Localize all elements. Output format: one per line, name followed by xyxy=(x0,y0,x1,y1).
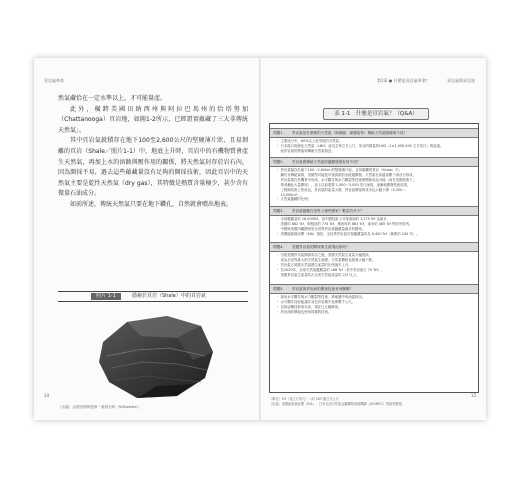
photo-source: （出處）由德田博和監修「維基百科（Wikipedia）」 xyxy=(58,405,143,409)
book-spread xyxy=(34,58,486,420)
photo-tag: 照片 1-1 xyxy=(91,293,121,300)
photo-caption-bar xyxy=(58,291,248,302)
answer-line: ・ 在2020年，全球天然氣蘊藏量約 188 Tcf（其中頁岩氣占 70 Tcf）， xyxy=(276,267,385,272)
question-row xyxy=(270,242,478,252)
answer-line: ・ 頁岩氣賦存於地下100～2,600m 的堅硬薄片狀、且易剝離的頁岩（Shale）中。 xyxy=(276,168,402,172)
answer-line: 頁岩氣則在有機質中形成，水平鑽井與水力壓裂等技術使開採成為可能（而在美國技術下， xyxy=(276,177,417,182)
answer-block xyxy=(276,168,472,202)
question-text: 頁岩氣跟傳統天然氣的蘊藏環境有何不同？ xyxy=(292,159,361,164)
running-head-title: 頁岩氣與頁岩油 xyxy=(447,78,475,83)
answer-line: 美國頁岩氣生產量約占全美天然氣產量的 2/3 以上。 xyxy=(276,272,360,277)
question-number: 問題2. xyxy=(273,159,284,164)
answer-line: ・ 美國能源資訊署（EIA）預估，全世界頁岩氣可採蘊藏量約為 6,400 Tcf（換算約 240 年）。 xyxy=(276,231,420,236)
answer-line: 而頁岩氣的熱值與傳統天然氣相近。 xyxy=(276,148,335,153)
answer-line: ・ 採用水平鑽井與水力壓裂等技術，將地層中的油氣採出。 xyxy=(276,295,366,299)
question-text: 頁岩氣與頁岩油的開採技術有何關聯？ xyxy=(292,286,354,291)
page-number: 15 xyxy=(470,393,476,398)
answer-line: 成為全世界最大的天然氣生產國，天然氣價格也跟著大幅下跌。 xyxy=(276,257,376,262)
right-page xyxy=(261,58,486,420)
question-number: 問題5. xyxy=(273,286,284,291)
answer-block xyxy=(276,139,472,154)
question-row xyxy=(270,284,478,294)
answer-line: ・ 日本進口的液化天然氣（LNG）產出去每立方公尺，所含的熱量約LNG（1×1,000,000 立方英尺）與直接。 xyxy=(276,143,444,148)
note-line: （出處）美國能源資訊署（EIA）、日本石油天然氣金屬礦物資源機構（JOGMEC）等資料整理。 xyxy=(269,402,405,406)
question-text: 頁岩氣蘊藏在世界上哪些國家？數量有多少？ xyxy=(292,208,364,213)
question-row xyxy=(270,157,478,167)
answer-line: ・ 自從美國頁岩氣開採成功之後，美國天然氣生產量大幅提高， xyxy=(276,253,373,257)
answer-line: 美國約 862 Tcf，阿根廷約 774 Tcf，墨西哥約 681 Tcf，南非約 485 Tcf 等依序排列。 xyxy=(276,221,413,226)
answer-line: 工程師技術上的改良，頁岩氣的產量大增，頁岩氣開採的成本也大幅下降（3,000～ xyxy=(276,187,406,192)
answer-line: ・ 主要成分中，80%以上是甲烷的天然氣。 xyxy=(276,139,343,143)
page-number: 14 xyxy=(44,393,50,398)
question-number: 問題3. xyxy=(273,208,284,213)
answer-line: ・ 頁岩油的開採也使用同樣的技術。 xyxy=(276,309,332,314)
running-head-chapter: 第1章 ● 什麼是頁岩氣革命？ xyxy=(377,78,430,83)
paragraph: 其中頁岩氣就積存在地下100至2,600公尺的堅硬薄片狀、且易剝離的頁岩（Shale／照片1-1）中，地底上升時，頁岩中的有機物質會產生天然氣，再加上水的溶蝕與壓作用的關係，將天然氣封存於岩石內，因為開採不易，過去這些蘊藏量沒有足夠的開採技術，因此頁岩中的天然氣主要是乾性天然氣（dry gas），其特徵是熱質含量極少，甚少含有微量石油成分。 xyxy=(58,137,248,198)
answer-line: ・ 全球蘊藏量約 16,000Tcf，但中國技術上可採資源約 1,275 Tcf 為最多， xyxy=(276,217,391,221)
question-row xyxy=(270,206,478,216)
question-number: 問題1. xyxy=(273,130,284,135)
left-page xyxy=(34,58,259,420)
qa-table xyxy=(269,123,479,393)
question-number: 問題4. xyxy=(273,244,284,249)
paragraph: 此外，橫跨美國田納西州與阿拉巴馬州的恰塔努加（Chattanooga）頁岩地，如圖1-2所示，已經證實蘊藏了三大非傳統天然氣」。 xyxy=(58,105,248,134)
shale-rock-photo xyxy=(97,312,217,400)
answer-block xyxy=(276,217,472,237)
answer-block xyxy=(276,295,472,315)
question-row xyxy=(270,128,478,138)
answer-line: 屬於非傳統資源，這類型可能是可採資源但未經過開發。天然氣在高溫高壓下會自行形成， xyxy=(276,172,417,177)
answer-line: ・ 天然氣蘊藏的比例。 xyxy=(276,197,311,202)
answer-line: ・ 頁岩氣占美國天然氣總生產量的比例逐年上升。 xyxy=(276,262,352,267)
answer-line: 中國與美國所屬國家是全世界頁岩氣蘊藏量最多的國家。 xyxy=(276,226,366,231)
question-text: 頁岩氣是什麼樣的天然氣（與煤層、煤層氣等）傳統天然氣跟哪裡不同？ xyxy=(292,130,407,135)
answer-line: 業者藉此大量開採），加上以前需要 1,000～3,000 英尺深度，逐漸地開發技術改善， xyxy=(276,182,411,187)
answer-line: ・ 水平鑽井技術能讓井身在頁岩層中延伸數千公尺。 xyxy=(276,299,356,304)
answer-line: ・ 以前這種技術成本高，現在已大幅降低。 xyxy=(276,304,342,309)
answer-line: 10,000m³）。 xyxy=(276,192,304,197)
body-text xyxy=(58,94,248,211)
paragraph: 然氣藏恰在一定水準以上，才可能量產。 xyxy=(58,95,167,102)
photo-caption: 隱秘於頁岩（Shale）中的頁岩氣 xyxy=(132,293,206,299)
question-text: 美國頁岩氣的開採與生產現況如何？ xyxy=(292,244,350,249)
table-notes xyxy=(269,397,477,407)
paragraph: 如前所述，傳統天然氣只要在地下鑽孔，自然就會噴出地表。 xyxy=(70,200,233,208)
table-title: 表 1-1 什麼是頁岩氣？（Q&A） xyxy=(323,108,429,120)
answer-block xyxy=(276,253,472,278)
note-line: （單位）Tcf（兆立方英尺）＝約 283 億立方公尺 xyxy=(269,397,339,401)
running-head: 頁岩氣革命 xyxy=(44,78,64,83)
